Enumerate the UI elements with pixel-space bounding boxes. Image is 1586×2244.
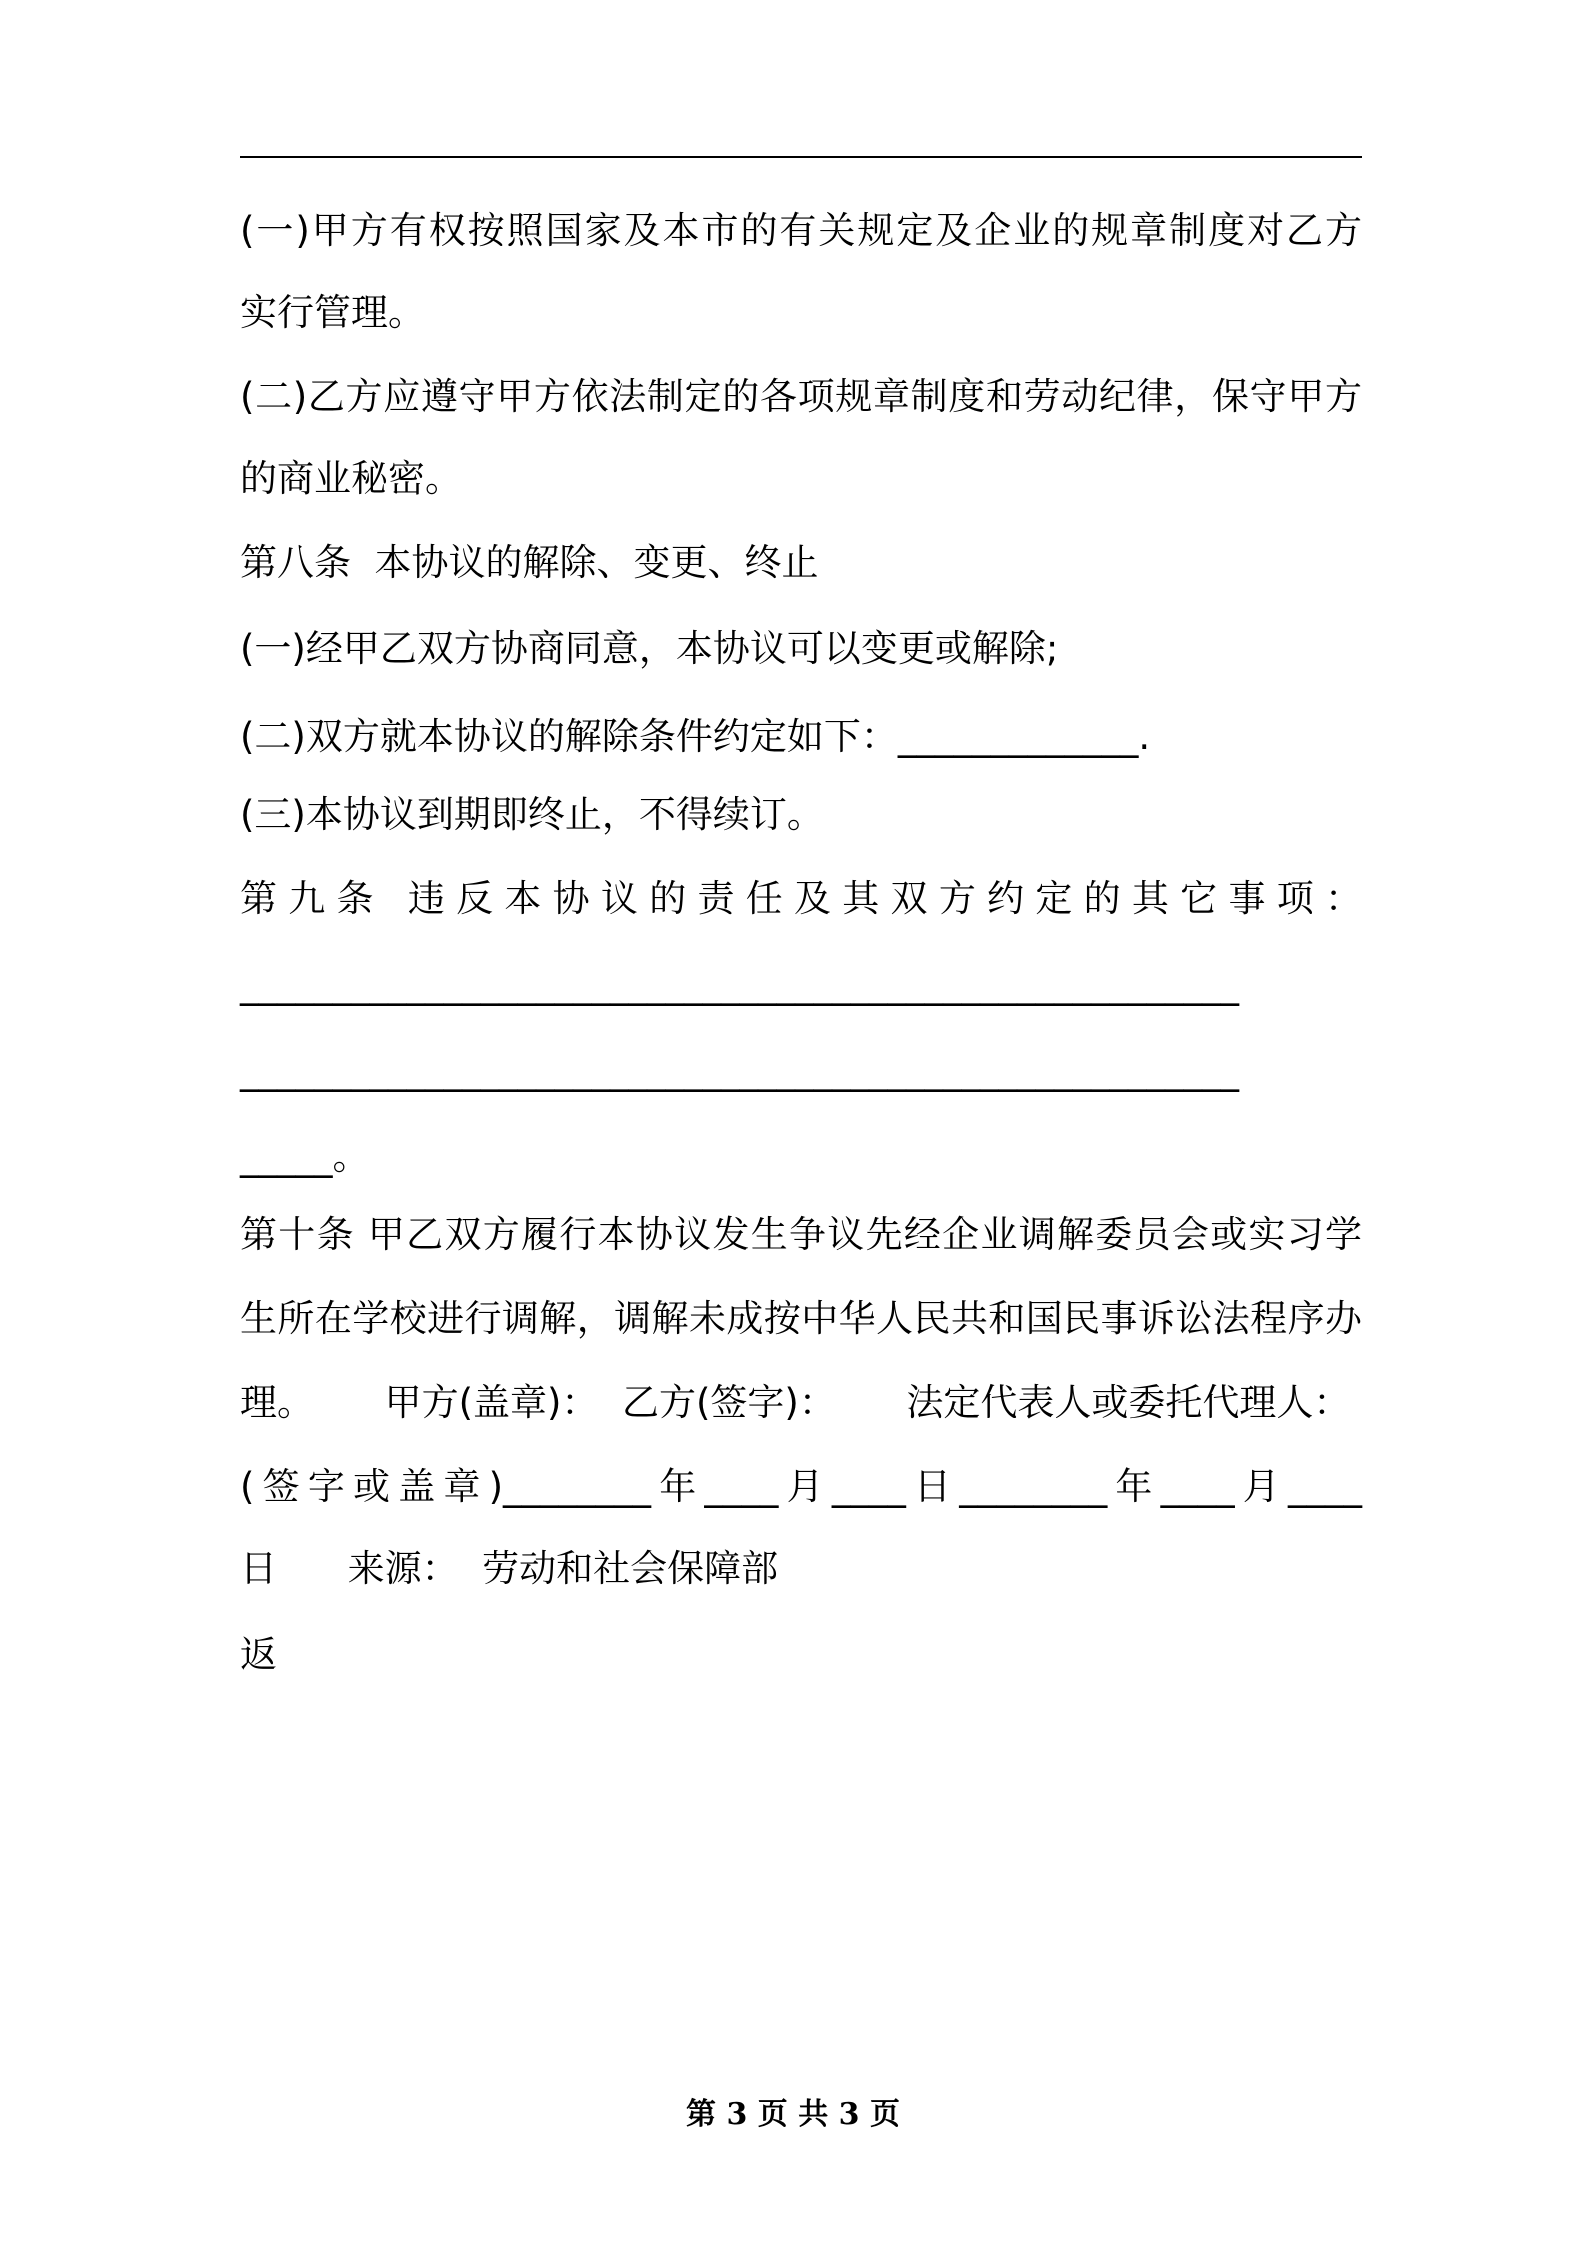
text-line-3: (二)乙方应遵守甲方依法制定的各项规章制度和劳动纪律，保守甲方: [240, 375, 1362, 418]
text-line-4: 的商业秘密。: [240, 457, 462, 500]
text-line-14: 生所在学校进行调解，调解未成按中华人民共和国民事诉讼法程序办: [240, 1297, 1362, 1340]
blank-fill-line-1: ______________________________________________________: [240, 963, 1239, 1006]
text-line-1: (一)甲方有权按照国家及本市的有关规定及企业的规章制度对乙方: [240, 209, 1362, 252]
text-line-2: 实行管理。: [240, 291, 425, 334]
signature-date-line: (签字或盖章)________年____月____日________年____月____: [240, 1465, 1362, 1508]
text-line-18: 返: [240, 1633, 277, 1676]
page-number-footer: 第 3 页 共 3 页: [686, 2097, 900, 2132]
source-line: 日 来源： 劳动和社会保障部: [240, 1547, 779, 1590]
blank-fill-line-3: _____。: [240, 1135, 370, 1178]
text-line-7: (二)双方就本协议的解除条件约定如下：_____________.: [240, 715, 1151, 758]
section-heading-article-9: 第九条 违反本协议的责任及其双方约定的其它事项：: [240, 877, 1362, 920]
header-rule: [240, 156, 1362, 158]
text-line-6: (一)经甲乙双方协商同意，本协议可以变更或解除;: [240, 627, 1059, 670]
signature-parties-line: 理。 甲方(盖章)： 乙方(签字)： 法定代表人或委托代理人：: [240, 1381, 1351, 1424]
section-heading-article-10: 第十条 甲乙双方履行本协议发生争议先经企业调解委员会或实习学: [240, 1213, 1362, 1256]
blank-fill-line-2: ______________________________________________________: [240, 1049, 1239, 1092]
section-heading-article-8: 第八条 本协议的解除、变更、终止: [240, 541, 819, 584]
text-line-8: (三)本协议到期即终止，不得续订。: [240, 793, 824, 836]
